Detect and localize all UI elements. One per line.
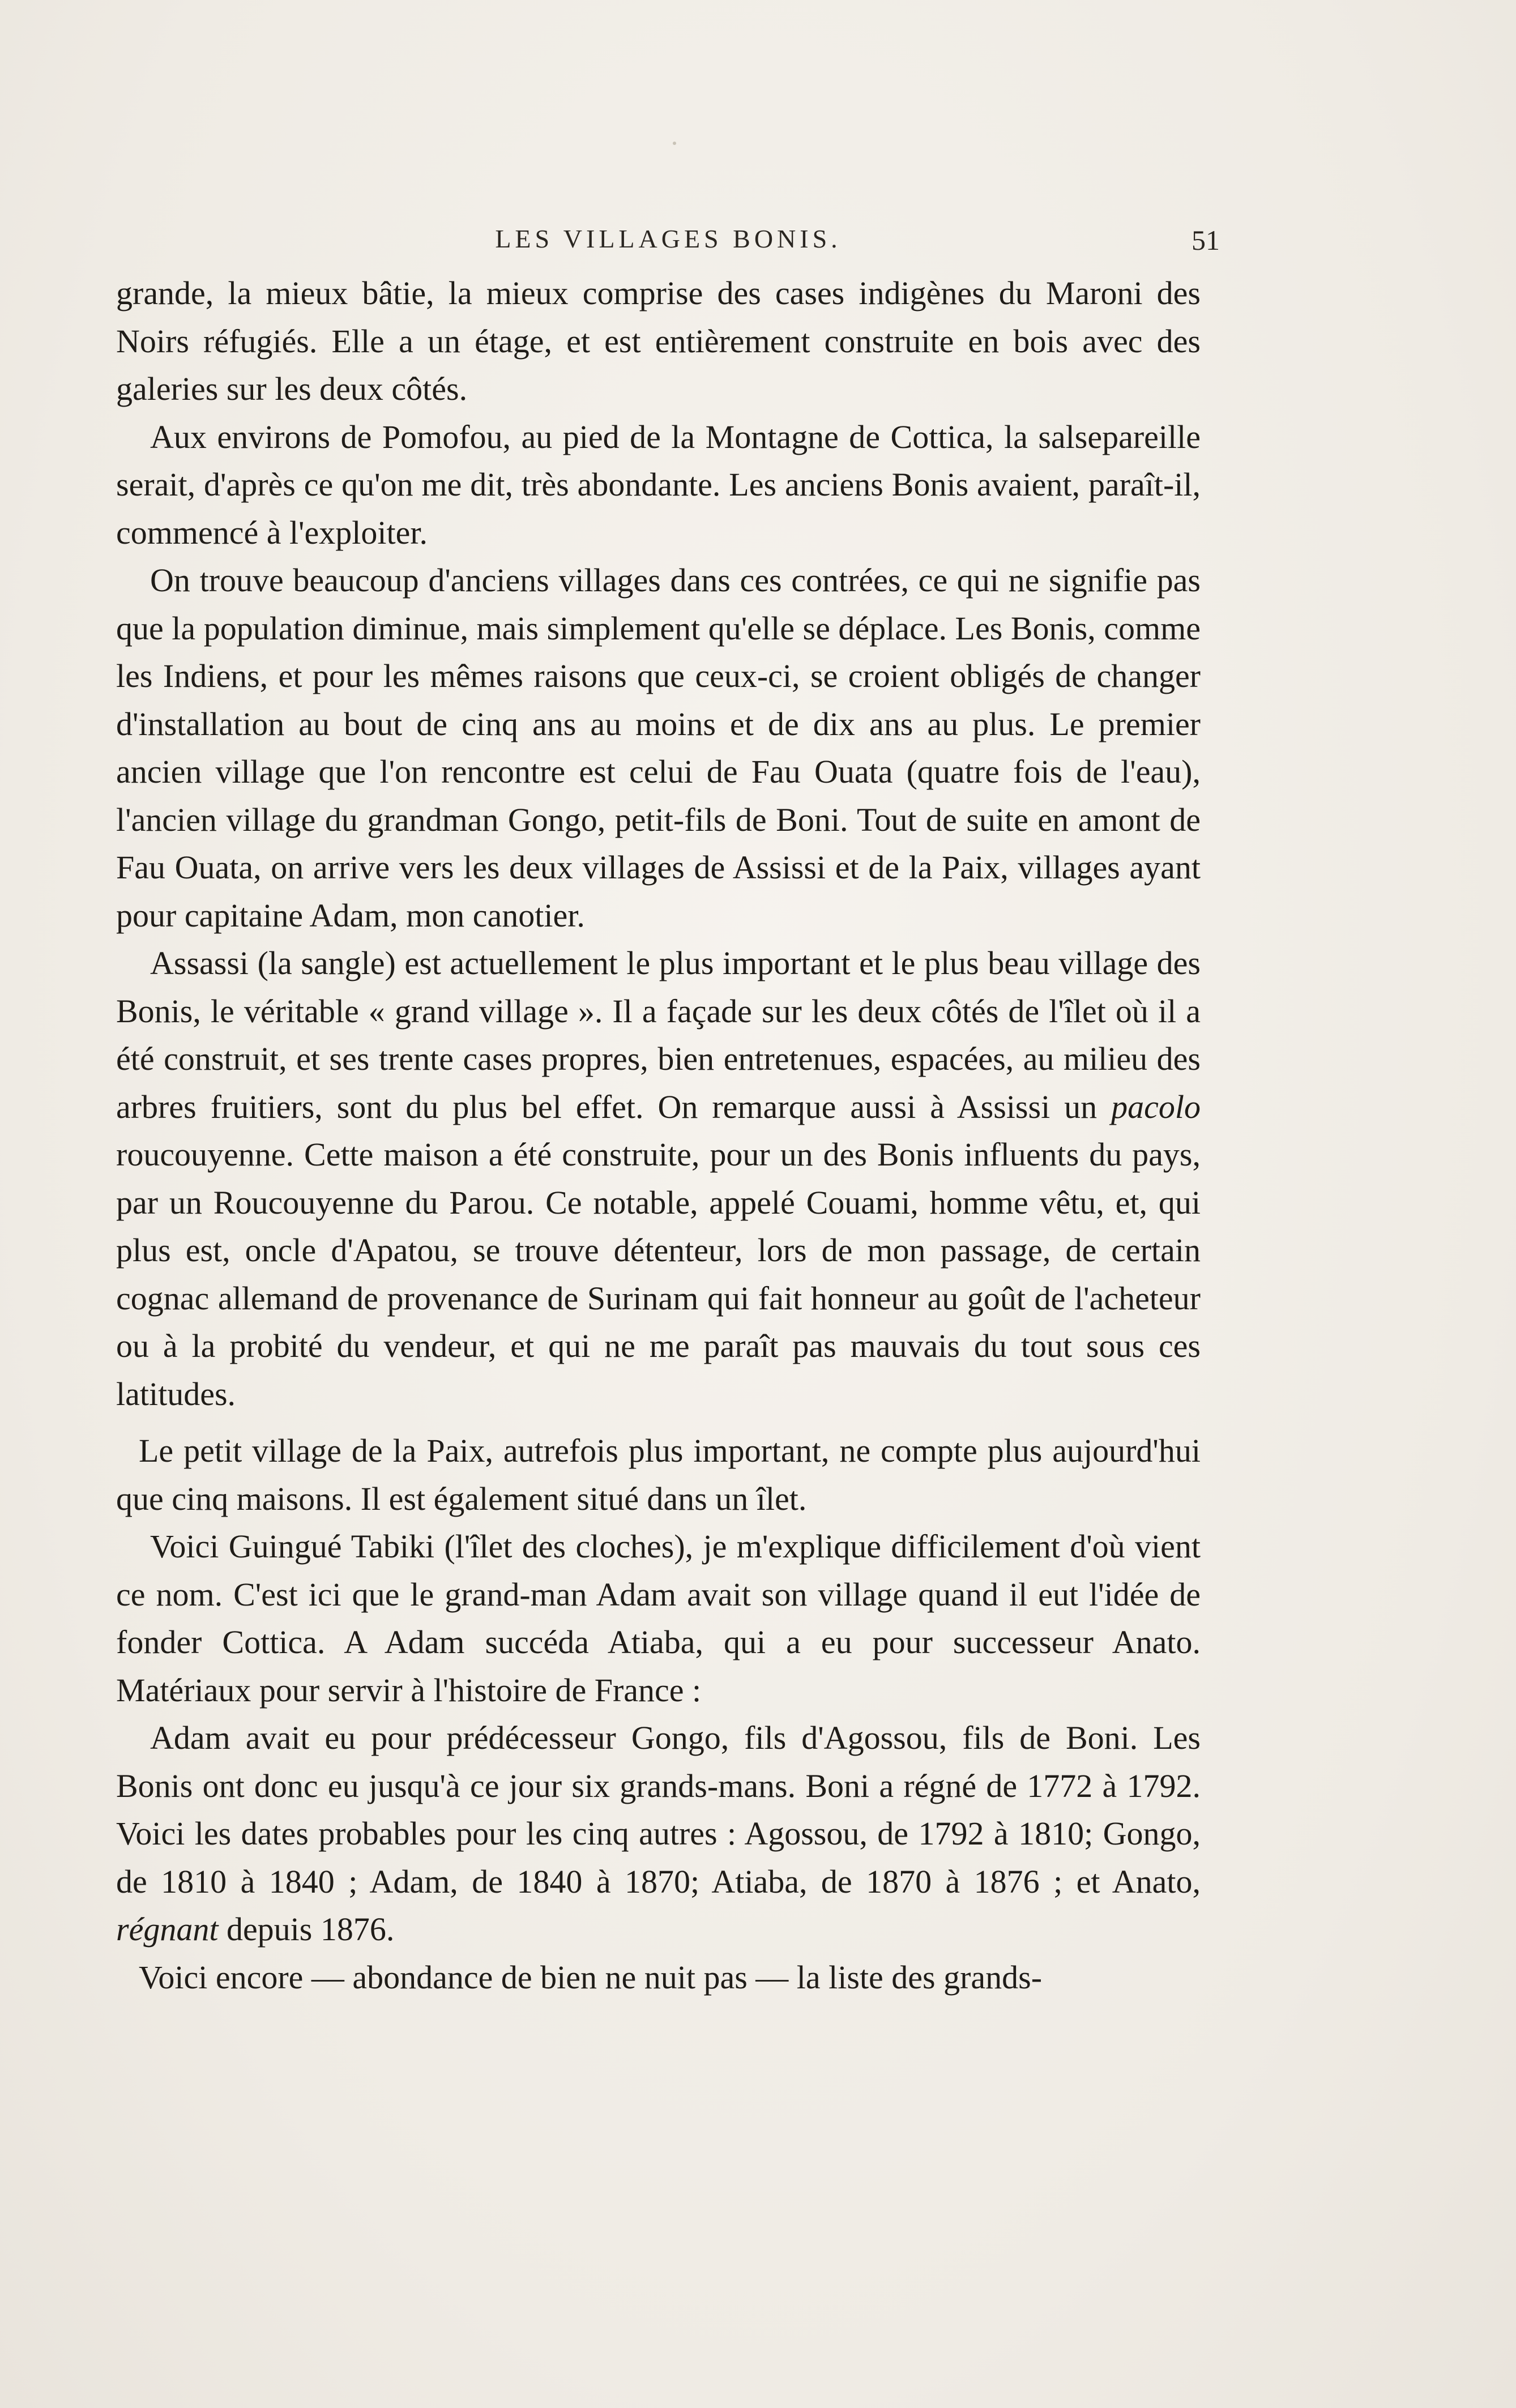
paragraph-assassi-part2: roucouyenne. Cette maison a été construite, pour un des Bonis influents du pays, par un Roucouyenne du Parou. Ce notable, appelé Couami, homme vêtu, et, qui plus est, oncle d'Apatou, se trouve détenteur, lors de mon passage, de certain cognac allemand de provenance de Surinam qui fait honneur au goût de l'acheteur ou à la probité du vendeur, et qui ne me paraît pas mauvais du tout sous ces latitudes.: [116, 1136, 1201, 1412]
paragraph-la-paix: Le petit village de la Paix, autrefois plus important, ne compte plus aujourd'hui que cinq maisons. Il est également situé dans un îlet.: [116, 1432, 1201, 1517]
term-regnant: régnant: [116, 1911, 219, 1948]
running-head: LES VILLAGES BONIS.: [495, 224, 842, 253]
paragraph-grands-mans-part1: Adam avait eu pour prédécesseur Gongo, fils d'Agossou, fils de Boni. Les Bonis ont donc eu jusqu'à ce jour six grands-mans. Boni a régné de 1772 à 1792. Voici les dates probables pour les cinq autres : Agossou, de 1792 à 1810; Gongo, de 1810 à 1840 ; Adam, de 1840 à 1870; Atiaba, de 1870 à 1876 ; et Anato,: [116, 1719, 1201, 1900]
paragraph-continuation: grande, la mieux bâtie, la mieux comprise des cases indigènes du Maroni des Noirs réfugiés. Elle a un étage, et est entièrement construite en bois avec des galeries sur les deux côtés.: [116, 275, 1201, 407]
page-number: 51: [1192, 224, 1220, 256]
paragraph-grands-mans: [116, 1714, 1201, 1954]
paper-speck: [673, 142, 676, 145]
paragraph-gap: [116, 1418, 1201, 1427]
paragraph-guingue-tabiki: Voici Guingué Tabiki (l'îlet des cloches), je m'explique difficilement d'où vient ce nom. C'est ici que le grand-man Adam avait son village quand il eut l'idée de fonder Cottica. A Adam succéda Atiaba, qui a eu pour successeur Anato. Matériaux pour servir à l'histoire de France :: [116, 1528, 1201, 1709]
paragraph-assassi-part1: Assassi (la sangle) est actuellement le plus important et le plus beau village des Bonis, le véritable « grand village ». Il a façade sur les deux côtés de l'îlet où il a été construit, et ses trente cases propres, bien entretenues, espacées, au milieu des arbres fruitiers, sont du plus bel effet. On remarque aussi à Assissi un: [116, 945, 1201, 1125]
paragraph-salsepareille: Aux environs de Pomofou, au pied de la Montagne de Cottica, la salsepareille serait, d'après ce qu'on me dit, très abondante. Les anciens Bonis avaient, paraît-il, commencé à l'exploiter.: [116, 418, 1201, 551]
body-text: [116, 270, 1201, 2001]
paragraph-anciens-villages: On trouve beaucoup d'anciens villages dans ces contrées, ce qui ne signifie pas que la population diminue, mais simplement qu'elle se déplace. Les Bonis, comme les Indiens, et pour les mêmes raisons que ceux-ci, se croient obligés de changer d'installation au bout de cinq ans au moins et de dix ans au plus. Le premier ancien village que l'on rencontre est celui de Fau Ouata (quatre fois de l'eau), l'ancien village du grandman Gongo, petit-fils de Boni. Tout de suite en amont de Fau Ouata, on arrive vers les deux villages de Assissi et de la Paix, villages ayant pour capitaine Adam, mon canotier.: [116, 562, 1201, 934]
paragraph-liste: Voici encore — abondance de bien ne nuit pas — la liste des grands-: [139, 1958, 1043, 1996]
paragraph-grands-mans-part2: depuis 1876.: [218, 1911, 395, 1948]
page-header: [119, 224, 1218, 263]
term-pacolo: pacolo: [1111, 1088, 1201, 1125]
paragraph-assassi: [116, 940, 1201, 1418]
